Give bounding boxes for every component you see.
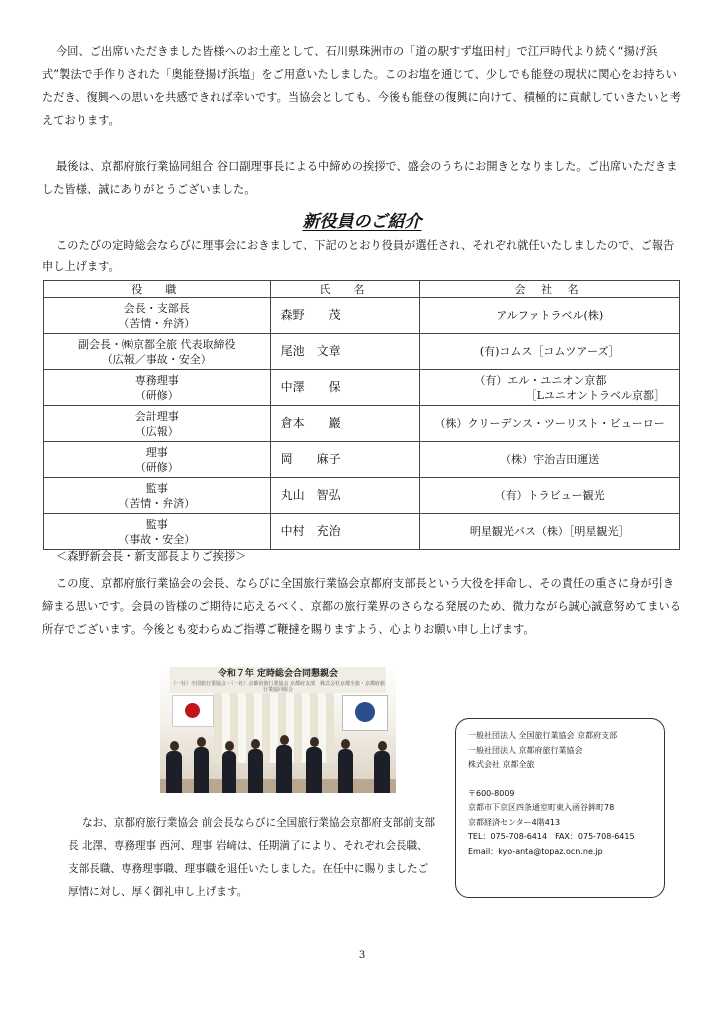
role-title: 会計理事 — [134, 409, 179, 423]
role-cell — [44, 298, 271, 334]
company-cell — [420, 298, 680, 334]
contact-address2: 京都経済センター4階413 — [468, 817, 561, 827]
table-row — [44, 442, 680, 478]
officer-name: 倉本 巖 — [270, 406, 420, 442]
company-name: (有)コムス［コムツアーズ］ — [479, 345, 620, 358]
greeting-body: この度、京都府旅行業協会の会長、ならびに全国旅行業協会京都府支部長という大役を拝命し、その責任の重さに身が引き締まる思いです。会員の皆様のご期待に応えるべく、京都の旅行業界のさらなる発展のため、微力ながら誠心誠意努めてまいる所存でございます。今後とも変わらぬご指導ご鞭撻を賜りますよう、心よりお願い申し上げます。 — [42, 577, 681, 636]
table-row — [44, 406, 680, 442]
officer-name: 中澤 保 — [270, 370, 420, 406]
role-duty: （研修） — [134, 460, 179, 474]
page-number: 3 — [358, 950, 366, 961]
association-logo-icon — [342, 695, 388, 731]
role-cell — [44, 406, 271, 442]
table-row — [44, 298, 680, 334]
contact-org1: 一般社団法人 全国旅行業協会 京都府支部 — [468, 731, 618, 740]
person-figure — [276, 745, 292, 793]
company-name: （株）宇治吉田運送 — [500, 453, 600, 466]
company-name: 明星観光バス（株）［明星観光］ — [469, 525, 630, 538]
paragraph-intro: このたびの定時総会ならびに理事会におきまして、下記のとおり役員が選任され、それぞれ就任いたしましたので、ご報告申し上げます。 — [42, 239, 675, 273]
japan-flag-icon — [172, 695, 214, 727]
role-duty: （広報） — [134, 424, 179, 438]
company-cell — [420, 442, 680, 478]
event-photo — [160, 663, 396, 793]
company-name: アルファトラベル(株) — [496, 309, 604, 322]
person-figure — [222, 751, 236, 793]
role-duty: （苦情・弁済） — [118, 496, 196, 510]
officer-name: 尾池 文章 — [270, 334, 420, 370]
company-brand: ［Lユニオントラベル京都］ — [525, 388, 665, 402]
contact-org2: 一般社団法人 京都府旅行業協会 — [468, 745, 583, 755]
officer-name: 中村 充治 — [270, 514, 420, 550]
paragraph-souvenir: 今回、ご出席いただきました皆様へのお土産として、石川県珠洲市の「道の駅すず塩田村」で江戸時代より続く“揚げ浜式”製法で手作りされた「奥能登揚げ浜塩」をご用意いたしました。このお塩を通じて、少しでも能登の現状に関心をお持ちいただき、復興への思いを共感できれば幸いです。当協会としても、今後も能登の復興に向けて、積極的に貢献していきたいと考えております。 — [42, 45, 681, 127]
header-company: 会 社 名 — [420, 281, 680, 298]
role-duty: （研修） — [134, 388, 179, 402]
role-title: 監事 — [145, 481, 168, 495]
header-name: 氏 名 — [270, 281, 420, 298]
person-figure — [166, 751, 182, 793]
retirement-note: なお、京都府旅行業協会 前会長ならびに全国旅行業協会京都府支部前支部長 北澤、専務理事 西河、理事 岩﨑は、任期満了により、それぞれ会長職、支部長職、専務理事職、理事職を退任いたしました。在任中に賜りましたご厚情に対し、厚く御礼申し上げます。 — [68, 817, 435, 898]
role-title: 専務理事 — [134, 373, 179, 387]
contact-email: Email：kyo-anta@topaz.ocn.ne.jp — [468, 846, 603, 856]
role-duty: （事故・安全） — [118, 532, 196, 546]
role-title: 副会長・㈱京都全旅 代表取締役 — [78, 337, 236, 351]
officer-name: 丸山 智弘 — [270, 478, 420, 514]
role-duty: （広報／事故・安全） — [101, 352, 212, 366]
role-cell — [44, 442, 271, 478]
person-figure — [306, 747, 322, 793]
contact-box — [455, 718, 665, 898]
company-cell — [420, 370, 680, 406]
greeting-heading: ＜森野新会長・新支部長よりご挨拶＞ — [56, 550, 247, 563]
photo-banner-sub: （一社）全国旅行業協会・（一社）京都府旅行業協会 京都府支部 株式会社京都全旅・京都府旅行業協同組合 — [170, 681, 386, 693]
role-cell — [44, 478, 271, 514]
company-cell — [420, 478, 680, 514]
paragraph-closing: 最後は、京都府旅行業協同組合 谷口副理事長による中締めの挨拶で、盛会のうちにお開きとなりました。ご出席いただきました皆様、誠にありがとうございました。 — [42, 160, 678, 196]
person-figure — [338, 749, 353, 793]
person-figure — [248, 749, 263, 793]
person-figure — [194, 747, 209, 793]
contact-org3: 株式会社 京都全旅 — [468, 760, 535, 769]
contact-address1: 京都市下京区四条通室町東入函谷鉾町78 — [468, 803, 615, 812]
table-row — [44, 514, 680, 550]
company-name: （有）トラビュー観光 — [494, 489, 605, 502]
table-row — [44, 478, 680, 514]
section-title — [0, 207, 724, 232]
table-row — [44, 334, 680, 370]
table-row — [44, 370, 680, 406]
company-cell — [420, 406, 680, 442]
officers-table — [43, 280, 680, 550]
role-cell — [44, 334, 271, 370]
person-figure — [374, 751, 390, 793]
header-role: 役 職 — [44, 281, 271, 298]
company-name: （株）クリーデンス・ツーリスト・ビューロー — [434, 417, 665, 430]
officer-name: 岡 麻子 — [270, 442, 420, 478]
role-duty: （苦情・弁済） — [118, 316, 196, 330]
contact-tel: TEL：075-708-6414 FAX：075-708-6415 — [468, 832, 635, 841]
company-cell — [420, 514, 680, 550]
contact-postal: 〒600-8009 — [468, 788, 515, 798]
company-cell — [420, 334, 680, 370]
section-title-text: 新役員のご紹介 — [302, 212, 422, 232]
role-cell — [44, 514, 271, 550]
role-title: 監事 — [145, 517, 168, 531]
table-header-row — [44, 281, 680, 298]
role-cell — [44, 370, 271, 406]
role-title: 理事 — [145, 445, 168, 459]
photo-banner-title: 令和７年 定時総会合同懇親会 — [217, 669, 339, 679]
photo-banner — [170, 667, 386, 693]
role-title: 会長・支部長 — [123, 301, 190, 315]
company-name: （有）エル・ユニオン京都 — [474, 373, 607, 387]
officer-name: 森野 茂 — [270, 298, 420, 334]
